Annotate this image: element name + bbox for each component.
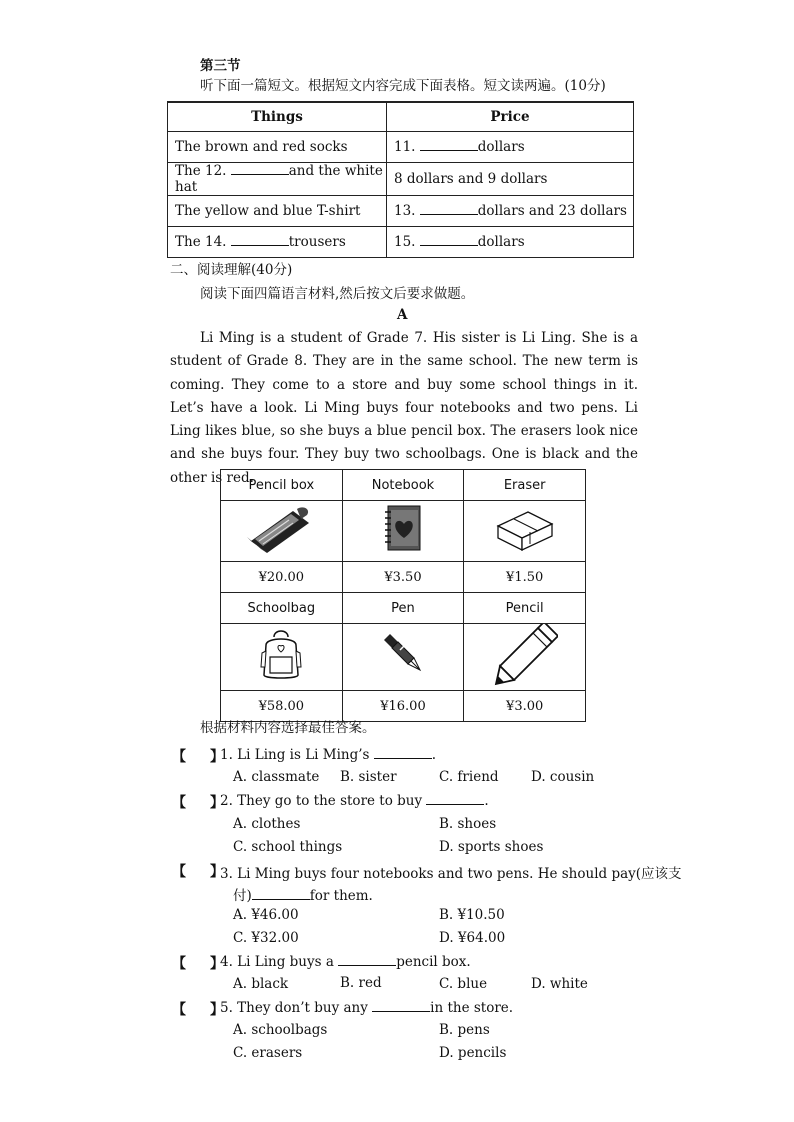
price-text: dollars — [477, 139, 525, 155]
question-number: The 12. — [175, 163, 227, 179]
question-text: 5. They don’t buy any — [220, 1000, 368, 1016]
question-1-stem — [220, 747, 436, 763]
answer-bracket-open: 【 — [172, 1002, 186, 1018]
notebook-icon — [378, 502, 428, 556]
answer-blank — [372, 1000, 430, 1012]
option-d[interactable]: D. pencils — [439, 1045, 507, 1061]
option-d[interactable]: D. ¥64.00 — [439, 930, 506, 946]
item-price: ¥3.50 — [342, 562, 464, 593]
item-price: ¥3.00 — [464, 691, 586, 722]
answer-blank — [338, 954, 396, 966]
question-text-end: . — [484, 793, 489, 809]
answer-bracket-close: 】 — [210, 749, 224, 765]
passage-text: Li Ming is a student of Grade 7. His sister is Li Ling. She is a student of Grade 8. They are in the same school. The new term is coming. They come to a store and buy some school things in it. Let’s have a look. Li Ming buys four notebooks and two pens. Li Ling likes blue, so she buys a blue pencil box. The erasers look nice and she buys four. They buy two schoolbags. One is black and the other is red. — [170, 330, 638, 486]
item-label: Pencil — [464, 593, 586, 624]
pen-icon — [378, 630, 428, 680]
price-text: dollars — [477, 234, 525, 250]
item-label: Pen — [342, 593, 464, 624]
item-image-cell — [221, 501, 343, 562]
listening-table — [167, 101, 634, 258]
eraser-icon — [492, 504, 558, 554]
question-4-stem — [220, 954, 471, 970]
question-number: 13. — [394, 203, 416, 219]
option-b[interactable]: B. ¥10.50 — [439, 907, 505, 923]
item-price: ¥20.00 — [221, 562, 343, 593]
item-price: ¥16.00 — [342, 691, 464, 722]
answer-blank-14[interactable] — [231, 234, 289, 246]
thing-cell — [168, 227, 387, 258]
answer-bracket-close: 】 — [210, 956, 224, 972]
option-d[interactable]: D. white — [531, 976, 588, 992]
thing-text: and the white hat — [175, 163, 383, 195]
header-price: Price — [387, 102, 634, 132]
thing-cell — [168, 132, 387, 163]
option-b[interactable]: B. pens — [439, 1022, 490, 1038]
pencil-icon — [492, 624, 558, 686]
question-number: 15. — [394, 234, 416, 250]
table-header-row — [168, 102, 634, 132]
price-text: dollars and 23 dollars — [477, 203, 627, 219]
answer-blank — [374, 747, 432, 759]
answer-bracket-open: 【 — [172, 749, 186, 765]
question-number: The 14. — [175, 234, 227, 250]
item-image-cell — [221, 624, 343, 691]
reading-instruction: 阅读下面四篇语言材料,然后按文后要求做题。 — [200, 286, 475, 302]
option-a[interactable]: A. ¥46.00 — [233, 907, 299, 923]
answer-bracket-close: 】 — [210, 864, 224, 880]
price-table — [220, 469, 586, 722]
option-a[interactable]: A. schoolbags — [233, 1022, 328, 1038]
option-a[interactable]: A. clothes — [233, 816, 301, 832]
answer-blank-13[interactable] — [420, 203, 478, 215]
question-text-end: . — [431, 747, 437, 763]
answer-blank-12[interactable] — [231, 163, 289, 175]
question-text: 4. Li Ling buys a — [220, 954, 334, 970]
passage-label: A — [397, 307, 408, 323]
question-text: 付) — [233, 888, 252, 904]
question-2-stem — [220, 793, 489, 809]
question-3-stem-line2 — [233, 884, 373, 904]
price-cell — [387, 163, 634, 196]
part-title: 二、阅读理解(40分) — [170, 262, 293, 278]
question-text-end: for them. — [309, 888, 373, 904]
option-d[interactable]: D. sports shoes — [439, 839, 544, 855]
option-b[interactable]: B. sister — [340, 769, 397, 785]
item-label: Pencil box — [221, 470, 343, 501]
question-text-end: in the store. — [430, 1000, 514, 1016]
question-text: 1. Li Ling is Li Ming’s — [220, 747, 370, 763]
section-instruction: 听下面一篇短文。根据短文内容完成下面表格。短文读两遍。(10分) — [200, 78, 606, 94]
item-image-cell — [464, 624, 586, 691]
price-cell — [387, 132, 634, 163]
item-image-cell — [464, 501, 586, 562]
answer-bracket-close: 】 — [210, 1002, 224, 1018]
option-d[interactable]: D. cousin — [531, 769, 595, 785]
answer-blank-15[interactable] — [420, 234, 478, 246]
table-row — [168, 163, 634, 196]
pencil-box-icon — [241, 501, 321, 557]
price-cell — [387, 227, 634, 258]
question-text-end: pencil box. — [396, 954, 471, 970]
option-c[interactable]: C. friend — [439, 769, 499, 785]
thing-text: The brown and red socks — [175, 139, 348, 155]
item-image-cell — [342, 624, 464, 691]
price-cell — [387, 196, 634, 227]
option-c[interactable]: C. ¥32.00 — [233, 930, 299, 946]
questions-instruction: 根据材料内容选择最佳答案。 — [200, 720, 376, 736]
thing-cell — [168, 163, 387, 196]
option-c[interactable]: C. school things — [233, 839, 343, 855]
item-price: ¥1.50 — [464, 562, 586, 593]
option-a[interactable]: A. classmate — [233, 769, 320, 785]
thing-text: The yellow and blue T-shirt — [175, 203, 361, 219]
schoolbag-icon — [256, 627, 306, 683]
item-image-cell — [342, 501, 464, 562]
answer-blank — [252, 888, 310, 900]
answer-blank — [426, 793, 484, 805]
question-text: 2. They go to the store to buy — [220, 793, 423, 809]
option-a[interactable]: A. black — [233, 976, 289, 992]
table-row — [168, 196, 634, 227]
table-row — [168, 227, 634, 258]
question-5-stem — [220, 1000, 513, 1016]
section-title: 第三节 — [200, 58, 241, 74]
item-label: Notebook — [342, 470, 464, 501]
item-label: Eraser — [464, 470, 586, 501]
answer-blank-11[interactable] — [420, 139, 478, 151]
header-things: Things — [168, 102, 387, 132]
item-label: Schoolbag — [221, 593, 343, 624]
table-row — [168, 132, 634, 163]
question-3-stem: 3. Li Ming buys four notebooks and two pens. He should pay(应该支 — [220, 866, 682, 882]
answer-bracket-open: 【 — [172, 956, 186, 972]
option-b[interactable]: B. shoes — [439, 816, 497, 832]
answer-bracket-open: 【 — [172, 795, 186, 811]
question-number: 11. — [394, 139, 416, 155]
thing-text: trousers — [288, 234, 346, 250]
item-price: ¥58.00 — [221, 691, 343, 722]
option-c[interactable]: C. erasers — [233, 1045, 303, 1061]
option-c[interactable]: C. blue — [439, 976, 488, 992]
answer-bracket-open: 【 — [172, 864, 186, 880]
price-text: 8 dollars and 9 dollars — [394, 171, 548, 187]
thing-cell — [168, 196, 387, 227]
option-b[interactable]: B. red — [340, 975, 382, 991]
answer-bracket-close: 】 — [210, 795, 224, 811]
